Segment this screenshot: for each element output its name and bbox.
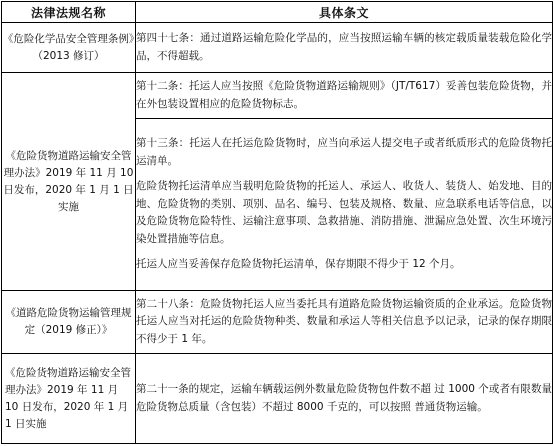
column-header-articles: 具体条文 xyxy=(136,2,553,23)
table-row xyxy=(2,23,553,73)
article-text: 第二十一条的规定，运输车辆载运例外数量危险货物包件数不超 过 1000 个或者有限数量危险货物总质量（含包装）不超过 8000 千克的，可以按照 普通货物运输。 xyxy=(136,383,552,413)
article-text: 危险货物托运清单应当载明危险货物的托运人、承运人、收货人、装货人、始发地、目的地、危险货物的类别、项别、品名、编号、包装及规格、数量、应急联系电话等信息，以及危险货物危险特性、运输注意事项、急救措施、消防措施、泄漏应急处置、次生环境污染处置措施等信息。 xyxy=(136,180,552,245)
article-cell xyxy=(136,119,553,290)
article-text: 第二十八条：危险货物托运人应当委托具有道路危险货物运输资质的企业承运。危险货物托运人应当对托运的危险货物种类、数量和承运人等相关信息予以记录，记录的保存期限不得少于 1 年。 xyxy=(136,297,552,345)
table-row xyxy=(2,290,553,353)
table-row xyxy=(2,354,553,444)
table-row xyxy=(2,73,553,119)
article-cell xyxy=(136,354,553,444)
law-name-cell: 《道路危险货物运输管理规定（2019 修正）》 xyxy=(2,290,136,353)
regulation-table xyxy=(1,1,553,444)
article-cell xyxy=(136,290,553,353)
article-text: 第四十七条：通过道路运输危险化学品的，应当按照运输车辆的核定载质量装载危险化学品，不得超载。 xyxy=(136,32,552,62)
article-text: 第十三条：托运人在托运危险货物时，应当向承运人提交电子或者纸质形式的危险货物托运清单。 xyxy=(136,137,552,167)
law-name-cell: 《危险货物道路运输安全管理办法》2019 年 11 月 10 日发布，2020 年 1 月 1 日实施 xyxy=(2,354,136,444)
law-name-cell: 《危险货物道路运输安全管理办法》2019 年 11 月 10 日发布，2020 年 1 月 1 日实施 xyxy=(2,73,136,290)
article-text: 第十二条：托运人应当按照《危险货物道路运输规则》（JT/T617）妥善包装危险货物，并在外包装设置相应的危险货物标志。 xyxy=(136,80,552,110)
article-text: 托运人应当妥善保存危险货物托运清单，保存期限不得少于 12 个月。 xyxy=(136,258,461,271)
article-cell xyxy=(136,73,553,119)
table-header-row xyxy=(2,2,553,23)
article-cell xyxy=(136,23,553,73)
law-name-cell: 《危险化学品安全管理条例》（2013 修订） xyxy=(2,23,136,73)
column-header-law-name: 法律法规名称 xyxy=(2,2,136,23)
